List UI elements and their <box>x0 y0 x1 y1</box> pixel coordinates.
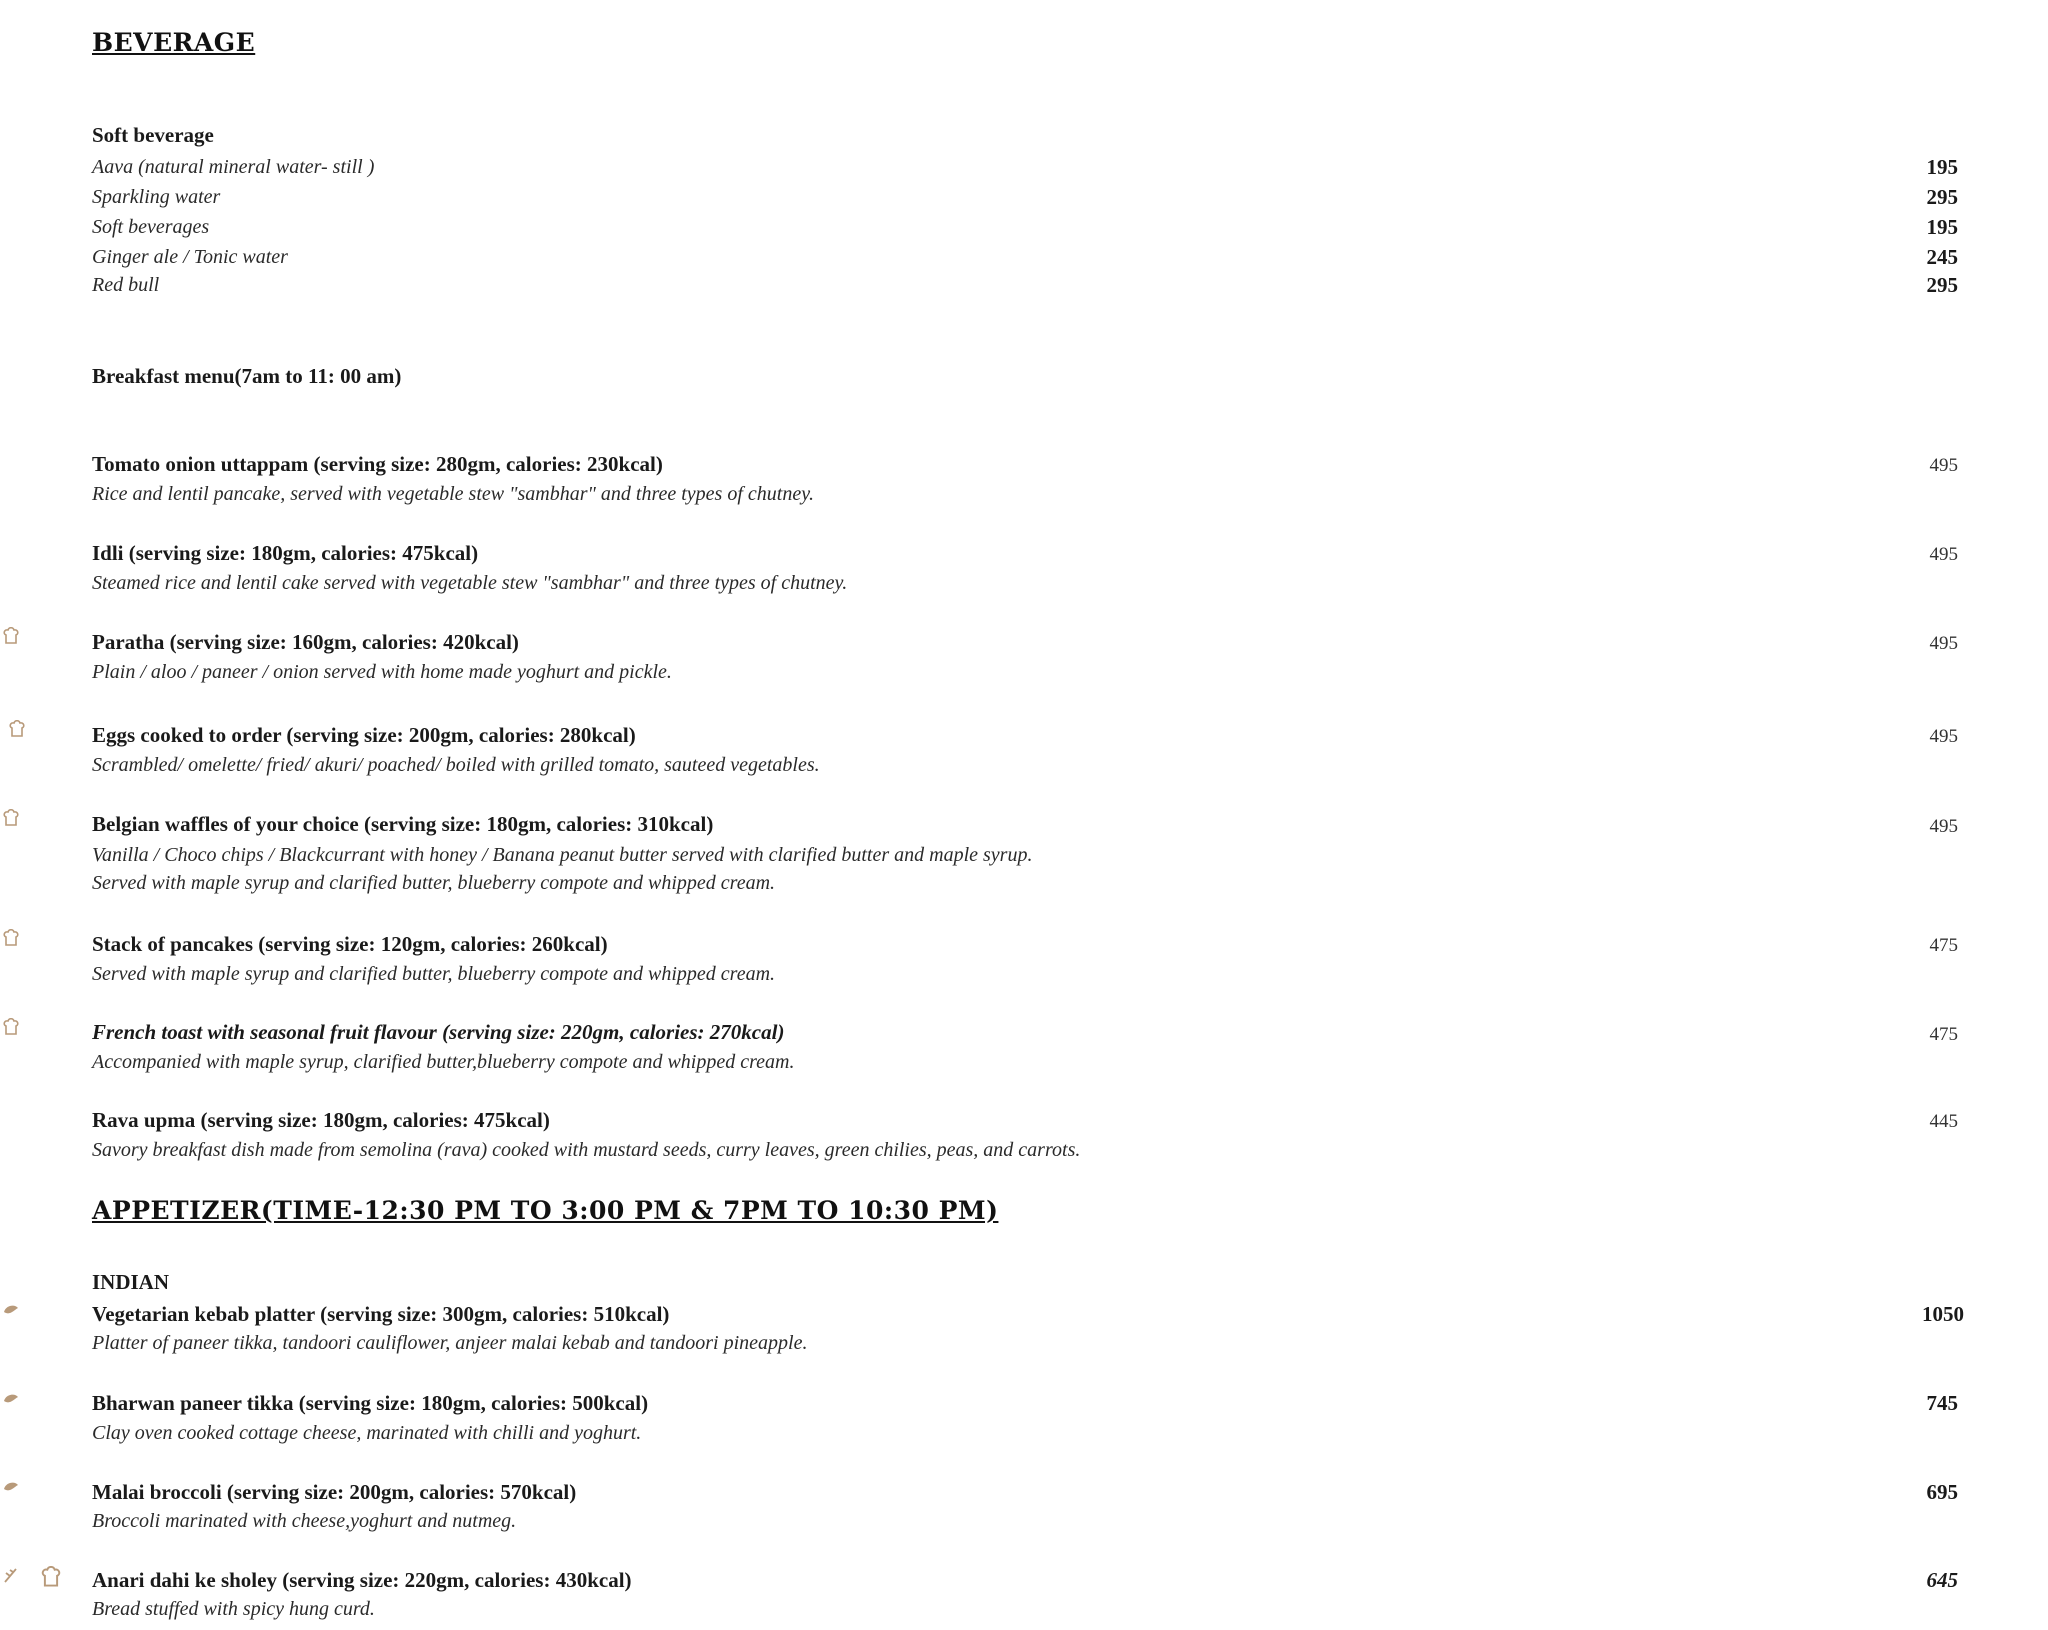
breakfast-item-name: French toast with seasonal fruit flavour (serving size: 220gm, calories: 270kcal) <box>92 1020 785 1044</box>
chef-hat-icon <box>2 627 20 645</box>
beverage-item-name: Aava (natural mineral water- still ) <box>92 156 375 178</box>
soft-beverage-section: Soft beverage <box>92 123 214 147</box>
beverage-item-name: Red bull <box>92 274 160 296</box>
beverage-item-price: 245 <box>1926 245 1958 269</box>
appetizer-item-price: 695 <box>1926 1480 1958 1504</box>
breakfast-item-name: Tomato onion uttappam (serving size: 280gm, calories: 230kcal) <box>92 452 663 476</box>
breakfast-item-price: 475 <box>1929 935 1958 956</box>
breakfast-item-desc: Accompanied with maple syrup, clarified butter,blueberry compote and whipped cream. <box>92 1051 795 1073</box>
breakfast-item-desc: Scrambled/ omelette/ fried/ akuri/ poached/ boiled with grilled tomato, sauteed vegetables. <box>92 754 820 776</box>
beverage-item-price: 195 <box>1926 215 1958 239</box>
breakfast-item-price: 445 <box>1929 1111 1958 1132</box>
beverage-item-name: Sparkling water <box>92 186 221 208</box>
breakfast-item-name: Idli (serving size: 180gm, calories: 475kcal) <box>92 541 479 565</box>
breakfast-item-desc-2: Served with maple syrup and clarified butter, blueberry compote and whipped cream. <box>92 872 776 894</box>
breakfast-item-name: Belgian waffles of your choice (serving size: 180gm, calories: 310kcal) <box>92 812 714 836</box>
appetizer-item-desc: Clay oven cooked cottage cheese, marinated with chilli and yoghurt. <box>92 1422 642 1444</box>
breakfast-item-name: Stack of pancakes (serving size: 120gm, calories: 260kcal) <box>92 932 608 956</box>
breakfast-item-desc: Rice and lentil pancake, served with vegetable stew "sambhar" and three types of chutney. <box>92 483 814 505</box>
leaf-icon <box>2 1302 20 1320</box>
appetizer-item-name: Anari dahi ke sholey (serving size: 220gm, calories: 430kcal) <box>92 1568 632 1592</box>
beverage-header: BEVERAGE <box>92 28 256 57</box>
beverage-item-price: 295 <box>1926 273 1958 297</box>
appetizer-item-name: Vegetarian kebab platter (serving size: 300gm, calories: 510kcal) <box>92 1302 670 1326</box>
beverage-item-price: 195 <box>1926 155 1958 179</box>
leaf-icon <box>2 1479 20 1497</box>
appetizer-item-price: 645 <box>1926 1568 1958 1592</box>
chef-hat-icon <box>8 720 26 738</box>
chef-hat-icon <box>40 1566 62 1588</box>
appetizer-item-name: Malai broccoli (serving size: 200gm, calories: 570kcal) <box>92 1480 577 1504</box>
breakfast-title: Breakfast menu(7am to 11: 00 am) <box>92 364 402 388</box>
breakfast-item-desc: Savory breakfast dish made from semolina (rava) cooked with mustard seeds, curry leaves, green chilies, peas, and carrots. <box>92 1139 1081 1161</box>
leaf-icon <box>2 1391 20 1409</box>
appetizer-header: APPETIZER(TIME-12:30 PM TO 3:00 PM & 7PM TO 10:30 PM) <box>92 1196 999 1225</box>
breakfast-item-price: 495 <box>1929 726 1958 747</box>
breakfast-item-desc: Steamed rice and lentil cake served with vegetable stew "sambhar" and three types of chutney. <box>92 572 848 594</box>
breakfast-item-name: Rava upma (serving size: 180gm, calories: 475kcal) <box>92 1108 550 1132</box>
chef-hat-icon <box>2 1018 20 1036</box>
beverage-item-name: Ginger ale / Tonic water <box>92 246 288 268</box>
chef-hat-icon <box>2 809 20 827</box>
beverage-item-price: 295 <box>1926 185 1958 209</box>
indian-section: INDIAN <box>92 1270 170 1294</box>
chef-hat-icon <box>2 929 20 947</box>
beverage-item-name: Soft beverages <box>92 216 210 238</box>
appetizer-item-desc: Bread stuffed with spicy hung curd. <box>92 1598 375 1620</box>
appetizer-item-desc: Platter of paneer tikka, tandoori cauliflower, anjeer malai kebab and tandoori pineapple. <box>92 1332 808 1354</box>
appetizer-item-desc: Broccoli marinated with cheese,yoghurt and nutmeg. <box>92 1510 517 1532</box>
breakfast-item-price: 495 <box>1929 633 1958 654</box>
breakfast-item-price: 495 <box>1929 816 1958 837</box>
breakfast-item-desc: Vanilla / Choco chips / Blackcurrant with honey / Banana peanut butter served with clarified butter and maple syrup. <box>92 844 1033 866</box>
breakfast-item-price: 495 <box>1929 455 1958 476</box>
breakfast-item-name: Eggs cooked to order (serving size: 200gm, calories: 280kcal) <box>92 723 636 747</box>
breakfast-item-name: Paratha (serving size: 160gm, calories: 420kcal) <box>92 630 519 654</box>
breakfast-item-price: 475 <box>1929 1024 1958 1045</box>
breakfast-item-desc: Served with maple syrup and clarified butter, blueberry compote and whipped cream. <box>92 963 776 985</box>
appetizer-item-price: 745 <box>1926 1391 1958 1415</box>
leaf-icon <box>2 1566 20 1584</box>
appetizer-item-price: 1050 <box>1922 1302 1964 1326</box>
breakfast-item-desc: Plain / aloo / paneer / onion served with home made yoghurt and pickle. <box>92 661 672 683</box>
breakfast-item-price: 495 <box>1929 544 1958 565</box>
appetizer-item-name: Bharwan paneer tikka (serving size: 180gm, calories: 500kcal) <box>92 1391 649 1415</box>
